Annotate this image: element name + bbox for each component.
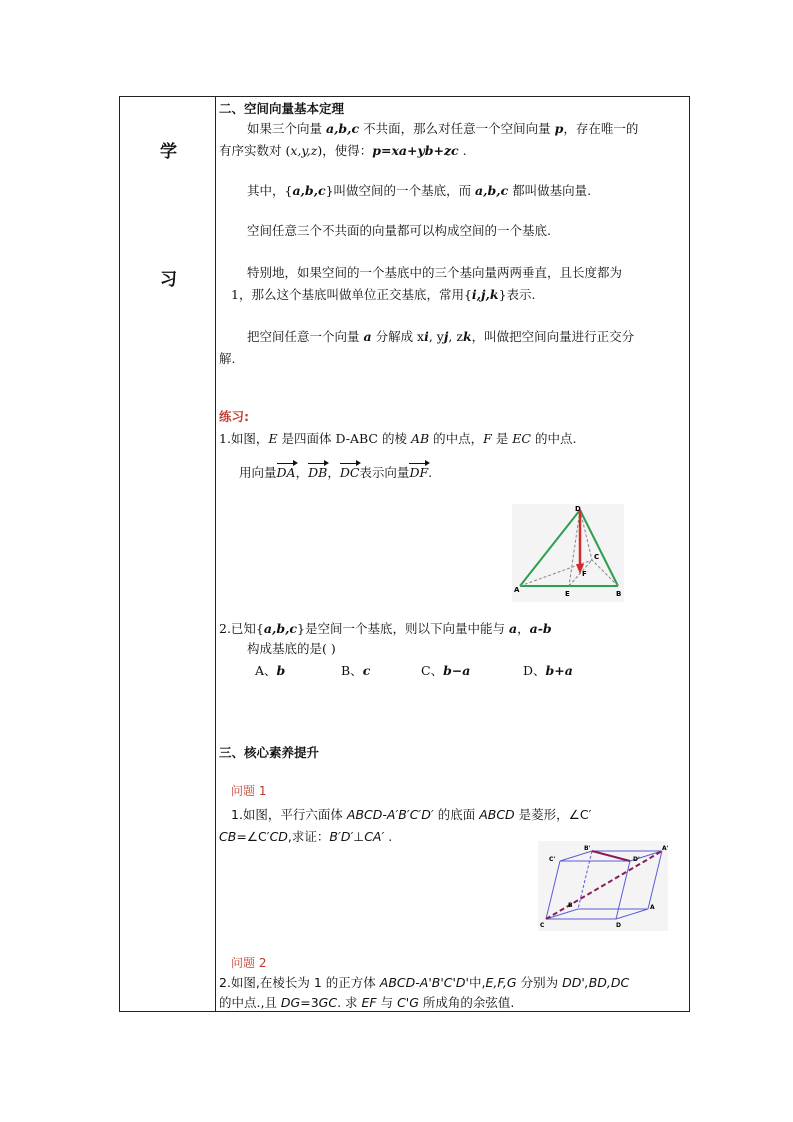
exercise-q1-line-1: 1.如图，E 是四面体 D-ABC 的棱 AB 的中点，F 是 EC 的中点. xyxy=(219,431,577,446)
problem-2-label: 问题 2 xyxy=(231,956,267,970)
orthonormal-line-2: 1，那么这个基底叫做单位正交基底，常用{i,j,k}表示. xyxy=(231,287,536,302)
option-b[interactable]: B、c xyxy=(341,663,371,678)
orthonormal-line-1: 特别地，如果空间的一个基底中的三个基向量两两垂直，且长度都为 xyxy=(247,265,623,280)
study-table xyxy=(119,96,690,1012)
label-D: D xyxy=(575,505,581,513)
label-B1: B' xyxy=(584,845,591,852)
segment-B1D1 xyxy=(592,851,630,861)
label-B: B xyxy=(616,590,622,598)
edge-B1B xyxy=(578,851,592,909)
label-D: D xyxy=(616,922,621,929)
problem-2-line-2: 的中点.,且 DG=3GC. 求 EF 与 C'G 所成角的余弦值. xyxy=(219,995,515,1010)
theorem-line-2: 有序实数对 (x,y,z)，使得：p=xa+yb+zc . xyxy=(219,143,467,158)
decomposition-line-2: 解. xyxy=(219,351,236,366)
exercise-title: 练习: xyxy=(219,409,249,424)
problem-1-line-2: CB=∠C′CD,求证：B′D′⊥CA′ . xyxy=(219,829,393,844)
label-A: A xyxy=(650,904,655,911)
problem-2-line-1: 2.如图,在棱长为 1 的正方体 ABCD-A'B'C'D'中,E,F,G 分别为 DD',BD,DC xyxy=(219,975,630,990)
parallelepiped-figure xyxy=(538,841,668,931)
decomposition-line-1: 把空间任意一个向量 a 分解成 xi, yj, zk，叫做把空间向量进行正交分 xyxy=(247,329,635,344)
theorem-line-1: 如果三个向量 a,b,c 不共面，那么对任意一个空间向量 p，存在唯一的 xyxy=(247,121,639,136)
label-D1: D' xyxy=(633,856,640,863)
label-C1: C' xyxy=(549,856,556,863)
edge-A1A xyxy=(648,851,662,909)
section-title: 二、空间向量基本定理 xyxy=(219,101,345,116)
option-c[interactable]: C、b−a xyxy=(421,663,471,678)
label-A1: A' xyxy=(662,845,668,852)
edge-D1D xyxy=(616,861,630,919)
vector-DB: DB xyxy=(308,465,328,480)
option-d[interactable]: D、b+a xyxy=(523,663,573,678)
exercise-q2-line-2: 构成基底的是( ) xyxy=(247,641,336,656)
side-column xyxy=(120,97,216,1011)
option-a[interactable]: A、b xyxy=(255,663,286,678)
edge-BC xyxy=(592,560,618,586)
basis-definition: 其中，{a,b,c}叫做空间的一个基底，而 a,b,c 都叫做基向量. xyxy=(247,183,592,198)
label-B: B xyxy=(568,902,573,909)
problem-1-label: 问题 1 xyxy=(231,784,267,798)
content-column xyxy=(217,97,689,1011)
basis-note: 空间任意三个不共面的向量都可以构成空间的一个基底. xyxy=(247,223,551,238)
label-F: F xyxy=(582,570,587,578)
exercise-q1-line-2: 用向量DA，DB，DC表示向量DF. xyxy=(239,465,433,480)
label-E: E xyxy=(565,590,570,598)
vector-DF: DF xyxy=(409,465,429,480)
label-A: A xyxy=(514,586,520,594)
section-3-title: 三、核心素养提升 xyxy=(219,745,320,760)
problem-1-line-1: 1.如图，平行六面体 ABCD-A′B′C′D′ 的底面 ABCD 是菱形，∠C′ xyxy=(231,807,592,822)
label-C: C xyxy=(594,553,600,561)
side-char-study: 学 xyxy=(160,142,177,162)
tetrahedron-figure xyxy=(512,504,624,602)
edge-DC xyxy=(580,510,592,560)
label-C: C xyxy=(540,922,545,929)
vector-DA: DA xyxy=(276,465,296,480)
exercise-q2-line-1: 2.已知{a,b,c}是空间一个基底，则以下向量中能与 a，a-b xyxy=(219,621,552,636)
side-char-practice: 习 xyxy=(160,270,177,290)
vector-DC: DC xyxy=(339,465,360,480)
edge-C1C xyxy=(546,861,560,919)
